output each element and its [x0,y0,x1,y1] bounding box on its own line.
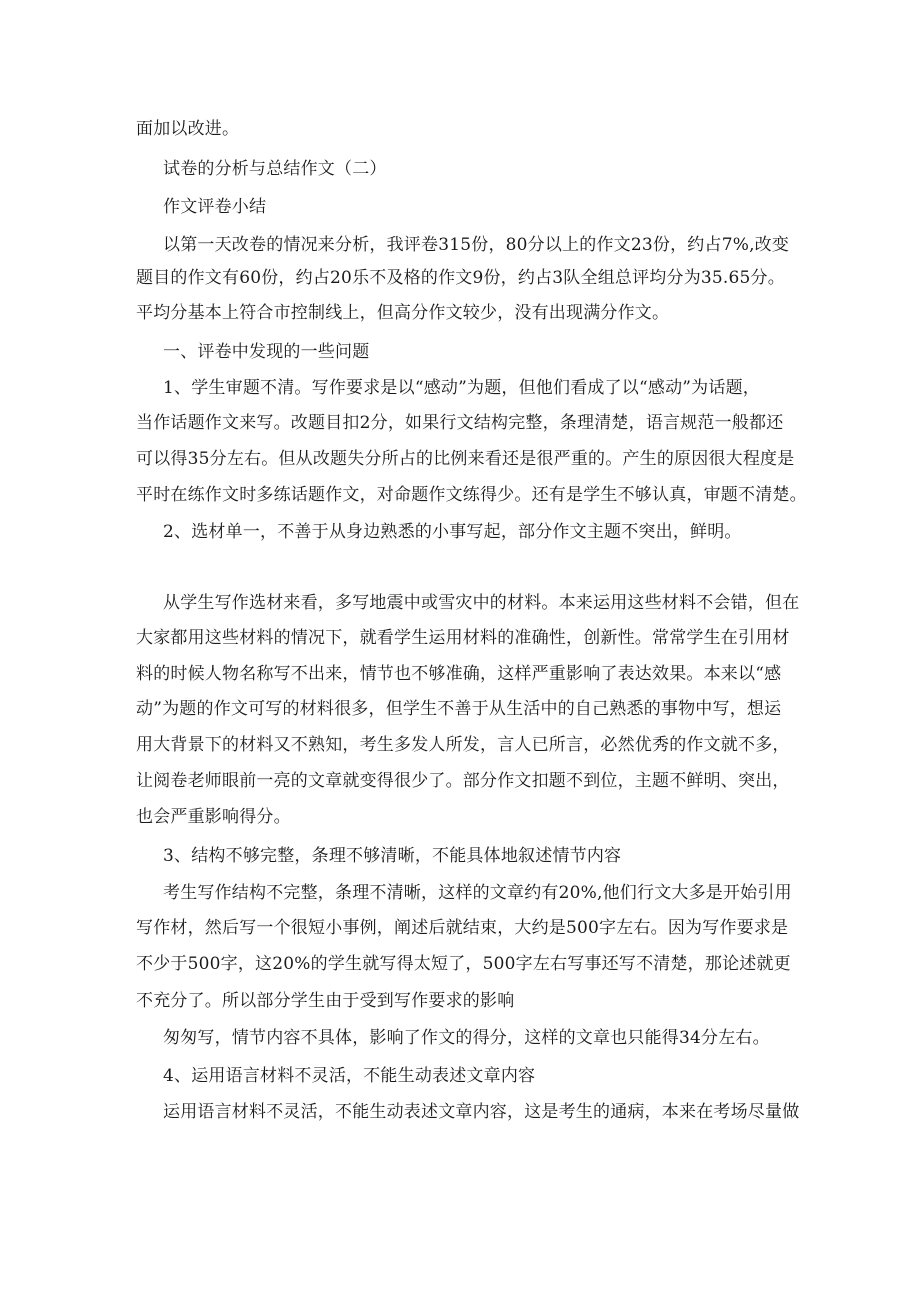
paragraph-line: 写作材，然后写一个很短小事例，阐述后就结束，大约是500字左右。因为写作要求是 [136,918,789,938]
section-heading: 4、运用语言材料不灵活，不能生动表述文章内容 [163,1066,536,1086]
paragraph-line: 2、选材单一，不善于从身边熟悉的小事写起，部分作文主题不突出，鲜明。 [163,522,742,542]
paragraph-line: 从学生写作选材来看，多写地震中或雪灾中的材料。本来运用这些材料不会错，但在 [163,593,800,613]
text-line-continuation: 面加以改进。 [136,119,240,139]
paragraph-line: 考生写作结构不完整，条理不清晰，这样的文章约有20%,他们行文大多是开始引用 [163,883,792,903]
paragraph-line: 不少于500字，这20%的学生就写得太短了，500字左右写事还写不清楚，那论述就更 [136,954,791,974]
section-title: 作文评卷小结 [163,197,267,217]
section-heading: 一、评卷中发现的一些问题 [163,342,370,362]
paragraph-line: 不充分了。所以部分学生由于受到写作要求的影响 [136,991,515,1011]
paragraph-line: 用大背景下的材料又不熟知，考生多发人所发，言人已所言，必然优秀的作文就不多， [136,735,790,755]
paragraph-line: 平均分基本上符合市控制线上，但高分作文较少，没有出现满分作文。 [136,303,670,323]
paragraph-line: 1、学生审题不清。写作要求是以“感动”为题，但他们看成了以“感动”为话题， [163,378,760,398]
paragraph-line: 也会严重影响得分。 [136,807,291,827]
section-heading: 3、结构不够完整，条理不够清晰，不能具体地叙述情节内容 [163,846,622,866]
paragraph-line: 可以得35分左右。但从改题失分所占的比例来看还是很严重的。产生的原因很大程度是 [136,449,795,469]
paragraph-line: 动”为题的作文可写的材料很多，但学生不善于从生活中的自己熟悉的事物中写，想运 [136,699,782,719]
paragraph-line: 以第一天改卷的情况来分析，我评卷315份，80分以上的作文23份，约占7%,改变 [163,235,790,255]
paragraph-line: 平时在练作文时多练话题作文，对命题作文练得少。还有是学生不够认真，审题不清楚。 [136,485,807,505]
paragraph-line: 运用语言材料不灵活，不能生动表述文章内容，这是考生的通病，本来在考场尽量做 [163,1102,800,1122]
paragraph-line: 让阅卷老师眼前一亮的文章就变得很少了。部分作文扣题不到位，主题不鲜明、突出， [136,771,790,791]
paragraph-line: 题目的作文有60份，约占20乐不及格的作文9份，约占3队全组总评均分为35.65分。 [136,268,785,288]
document-title: 试卷的分析与总结作文（二） [163,159,387,179]
paragraph-line: 大家都用这些材料的情况下，就看学生运用材料的准确性，创新性。常常学生在引用材 [136,628,790,648]
paragraph-line: 当作话题作文来写。改题目扣2分，如果行文结构完整，条理清楚，语言规范一般都还 [136,413,784,433]
paragraph-line: 匆匆写，情节内容不具体，影响了作文的得分，这样的文章也只能得34分左右。 [163,1028,770,1048]
paragraph-line: 料的时候人物名称写不出来，情节也不够准确，这样严重影响了表达效果。本来以“感 [136,664,782,684]
